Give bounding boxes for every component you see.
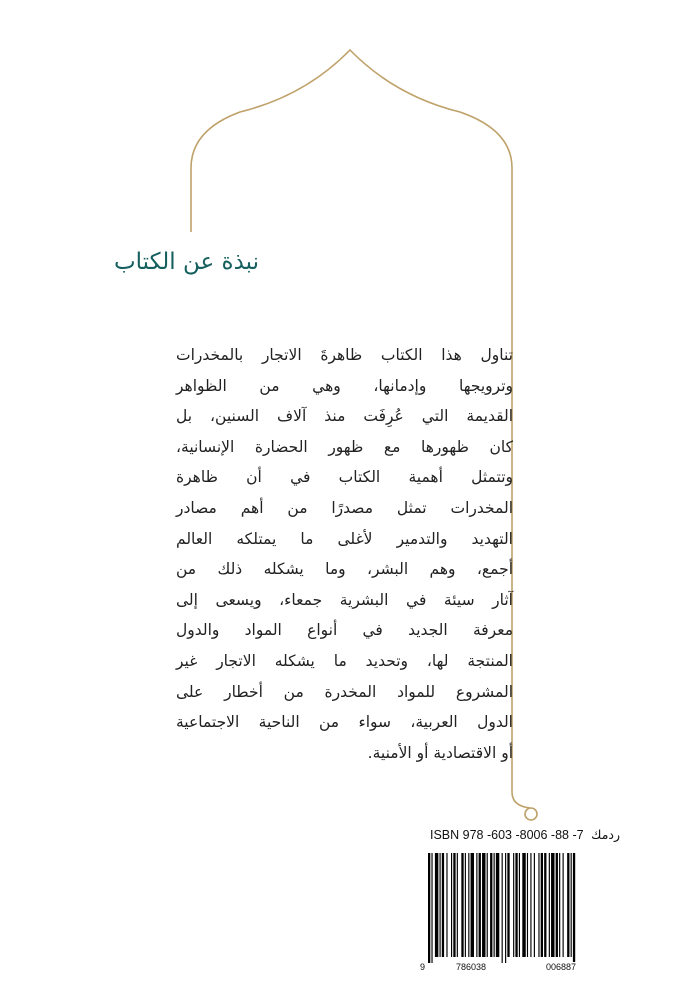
barcode-bar xyxy=(551,853,554,957)
description-line: وترويجها وإدمانها، وهي من الظواهر xyxy=(176,376,513,395)
barcode-bar xyxy=(457,853,458,957)
description-line: الدول العربية، سواء من الناحية الاجتماعية xyxy=(176,713,513,732)
right-vertical-line xyxy=(512,232,530,808)
barcode-bar xyxy=(461,853,463,957)
description-line: أجمع، وهم البشر، وما يشكله ذلك من xyxy=(176,560,513,579)
barcode-bar xyxy=(471,853,474,957)
description-line: آثار سيئة في البشرية جمعاء، ويسعى إلى xyxy=(176,590,513,609)
description-line: أو الاقتصادية أو الأمنية. xyxy=(367,743,513,762)
barcode-bar xyxy=(556,853,558,957)
barcode-bar xyxy=(505,853,506,963)
barcode-bar xyxy=(442,853,444,957)
barcode-bar xyxy=(538,853,539,957)
barcode-bar xyxy=(476,853,477,957)
barcode-bar xyxy=(465,853,466,957)
barcode-bar xyxy=(571,853,572,957)
barcode-bar xyxy=(530,853,531,957)
barcode-bar xyxy=(513,853,514,957)
description-line: المنتجة لها، وتحديد ما يشكله الاتجار غير xyxy=(176,651,513,670)
description-line: المخدرات تمثل مصدرًا من أهم مصادر xyxy=(176,498,513,517)
barcode-bar xyxy=(507,853,509,957)
barcode-bar xyxy=(435,853,438,957)
about-book-description xyxy=(176,340,513,768)
barcode-bar xyxy=(502,853,503,963)
barcode-digits-right: 006887 xyxy=(546,962,577,972)
barcode-bar xyxy=(573,853,575,963)
barcode-bar xyxy=(549,853,550,957)
barcode-bar xyxy=(440,853,441,957)
barcode-bar xyxy=(494,853,495,957)
barcode-bar xyxy=(451,853,452,957)
barcode-bar xyxy=(515,853,517,957)
description-line: كان ظهورها مع ظهور الحضارة الإنسانية، xyxy=(176,437,513,456)
barcode-bar xyxy=(496,853,499,957)
barcode-bar xyxy=(482,853,485,957)
barcode-bar xyxy=(522,853,525,957)
barcode-bar xyxy=(431,853,432,963)
barcode-bar xyxy=(527,853,528,957)
isbn-number: ISBN 978 -603 -8006 -88 -7 xyxy=(430,828,584,842)
description-line: القديمة التي عُرِفَت منذ آلاف السنين، بل xyxy=(176,407,513,426)
arch-line xyxy=(191,50,512,232)
barcode-bar xyxy=(559,853,560,957)
isbn-label-arabic: ردمك xyxy=(591,827,620,842)
barcode-bar xyxy=(487,853,488,957)
description-line: المشروع للمواد المخدرة من أخطار على xyxy=(176,682,513,701)
barcode-bar xyxy=(563,853,564,957)
barcode-bar xyxy=(428,853,430,963)
barcode-bar xyxy=(519,853,520,957)
barcode-bar xyxy=(534,853,535,957)
description-line: تناول هذا الكتاب ظاهرةَ الاتجار بالمخدرات xyxy=(176,346,513,364)
barcode-bar xyxy=(468,853,469,957)
barcode-bar xyxy=(541,853,543,957)
barcode-digits-left: 786038 xyxy=(456,962,487,972)
description-line: وتتمثل أهمية الكتاب في أن ظاهرة xyxy=(176,468,513,487)
barcode-digit-first: 9 xyxy=(420,962,426,972)
isbn-barcode xyxy=(428,853,620,963)
barcode-bar xyxy=(544,853,546,957)
description-line: معرفة الجديد في أنواع المواد والدول xyxy=(176,621,513,640)
barcode-bar xyxy=(567,853,569,957)
description-line: التهديد والتدمير لأغلى ما يمتلكه العالم xyxy=(176,529,513,548)
barcode-bar xyxy=(490,853,492,957)
frame-end-circle xyxy=(525,808,537,820)
barcode-bar xyxy=(479,853,481,957)
barcode-bar xyxy=(453,853,455,957)
about-book-heading: نبذة عن الكتاب xyxy=(113,249,259,275)
isbn-block xyxy=(406,823,620,849)
barcode-bar xyxy=(446,853,447,957)
